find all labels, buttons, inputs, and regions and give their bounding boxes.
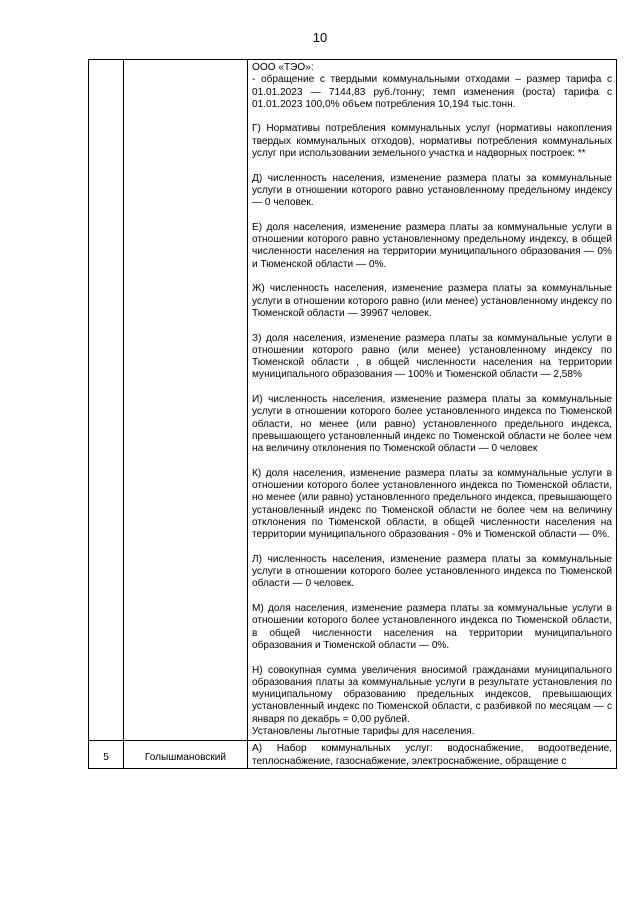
- description-cell: [248, 741, 617, 769]
- table-row: [89, 741, 617, 769]
- district-cell: [124, 60, 248, 741]
- description-cell: [248, 60, 617, 741]
- item-z: З) доля населения, изменение размера платы за коммунальные услуги в отношении которого равно (или менее) установленному индексу по Тюменской области , в общей численности населения на территории муниципального образования — 100% и Тюменской области — 2,58%: [252, 332, 612, 381]
- row-number-cell: 5: [89, 741, 124, 769]
- item-i: И) численность населения, изменение размера платы за коммунальные услуги в отношении которого более установленного индекса по Тюменской области, но менее (или равно) установленного предельного индекса, превышающего установленный индекс по Тюменской области не более чем на величину отклонения по Тюменской области — 0 человек: [252, 394, 612, 455]
- tko-tariff: - обращение с твердыми коммунальными отходами – размер тарифа с 01.01.2023 — 7144,83 руб./тонну; темп изменения (роста) тарифа с 01.01.2023 100,0% объем потребления 10,194 тыс.тонн.: [252, 74, 612, 110]
- municipal-tariff-table: [88, 59, 617, 769]
- item-a: А) Набор коммунальных услуг: водоснабжение, водоотведение, теплоснабжение, газоснабжение, электроснабжение, обращение с: [252, 743, 612, 767]
- item-g: Г) Нормативы потребления коммунальных услуг (нормативы накопления твердых коммунальных отходов), нормативы потребления коммунальных услуг при использовании земельного участка и надворных построек: **: [252, 123, 612, 160]
- item-zh: Ж) численность населения, изменение размера платы за коммунальные услуги в отношении которого равно (или менее) установленному индексу по Тюменской области — 39967 человек.: [252, 283, 612, 319]
- benefit-note: Установлены льготные тарифы для населения.: [252, 726, 475, 738]
- item-k: К) доля населения, изменение размера платы за коммунальные услуги в отношении которого более установленного индекса по Тюменской области, но менее (или равно) установленного предельного индекса, превышающего установленный индекс по Тюменской области не более чем на величину отклонения по Тюменской области, в общей численности населения на территории муниципального образования - 0% и Тюменской области — 0%.: [252, 467, 612, 541]
- district-cell: Голышмановский: [124, 741, 248, 769]
- item-l: Л) численность населения, изменение размера платы за коммунальные услуги в отношении которого более установленного индекса по Тюменской области — 0 человек.: [252, 553, 612, 590]
- item-e: Е) доля населения, изменение размера платы за коммунальные услуги в отношении которого равно установленному предельному индексу, в общей численности населения на территории муниципального образования — 0% и Тюменской области — 0%.: [252, 221, 612, 270]
- page-number: 10: [312, 30, 328, 45]
- item-n: Н) совокупная сумма увеличения вносимой гражданами муниципального образования платы за коммунальные услуги в результате установления по муниципальному образованию предельных индексов, превышающих установленный индекс по Тюменской области, с разбивкой по месяцам — с января по декабрь = 0,00 рублей.: [252, 664, 612, 725]
- operator-name: ООО «ТЭО»:: [252, 62, 314, 73]
- item-m: М) доля населения, изменение размера платы за коммунальные услуги в отношении которого более установленного индекса по Тюменской области, в общей численности населения на территории муниципального образования и Тюменской области — 0%.: [252, 603, 612, 651]
- item-d: Д) численность населения, изменение размера платы за коммунальные услуги в отношении которого равно установленному предельному индексу — 0 человек.: [252, 172, 612, 209]
- row-number-cell: [89, 60, 124, 741]
- table-row: [89, 60, 617, 741]
